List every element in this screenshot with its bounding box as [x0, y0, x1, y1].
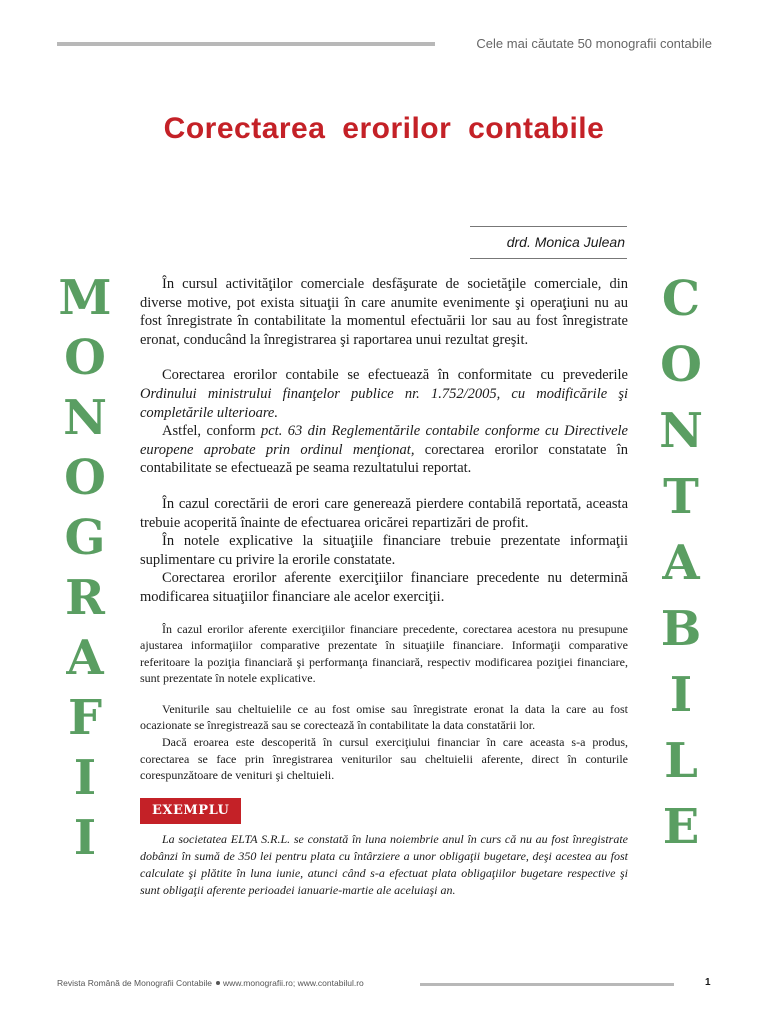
side-letter: L	[664, 733, 698, 789]
side-letter: O	[660, 337, 702, 393]
article-body	[140, 275, 628, 899]
side-letter: O	[64, 450, 106, 506]
regulation-reference: pct. 63 din Reglementările contabile conforme cu Directivele europene aprobate prin ordinul menţionat,	[140, 423, 628, 458]
header-rule	[57, 42, 435, 46]
paragraph-legal-basis	[140, 366, 628, 422]
author-box	[470, 226, 627, 259]
example-badge: EXEMPLU	[140, 798, 241, 825]
author-name: drd. Monica Julean	[506, 234, 625, 250]
paragraph-loss: În cazul corectării de erori care generează pierdere contabilă reportată, aceasta trebuie acoperită înainte de efectuarea oricărei repartizări de profit.	[140, 495, 628, 531]
side-word-contabile	[651, 266, 711, 860]
side-letter: T	[663, 469, 699, 525]
side-letter: N	[659, 403, 703, 459]
side-letter: B	[660, 601, 702, 657]
side-letter: I	[73, 750, 97, 806]
footer-websites: www.monografii.ro; www.contabilul.ro	[222, 978, 364, 988]
side-letter: N	[63, 390, 107, 446]
footer-rule	[420, 983, 674, 986]
paragraph-omitted: Veniturile sau cheltuielile ce au fost omise sau înregistrate eronat la data la care au fost ocazionate se înregistrează sau se corectează în contabilitate la data constatării lor.	[140, 701, 628, 733]
paragraph-regulation	[140, 422, 628, 478]
side-letter: F	[67, 690, 103, 746]
paragraph-text: Corectarea erorilor contabile se efectuează în conformitate cu prevederile	[162, 367, 628, 384]
running-title: Cele mai căutate 50 monografii contabile	[476, 36, 712, 51]
law-reference: Ordinului ministrului finanţelor publice nr. 1.752/2005, cu modificările şi completările ulterioare.	[140, 385, 628, 421]
paragraph-text: corectarea erorilor constatate în contabilitate se efectuează pe seama rezultatului reportat.	[140, 441, 628, 477]
paragraph-text: Astfel, conform	[162, 423, 261, 440]
article-title: Corectarea erorilor contabile	[163, 112, 605, 145]
side-letter: I	[669, 667, 693, 723]
side-letter: A	[66, 630, 104, 686]
side-letter: O	[64, 330, 106, 386]
paragraph-notes: În notele explicative la situaţiile financiare trebuie prezentate informaţii suplimentare cu privire la erorile constatate.	[140, 533, 628, 568]
paragraph-current-year: Dacă eroarea este descoperită în cursul exerciţiului financiar în care aceasta s-a produs, corectarea se face prin înregistrarea veniturilor sau cheltuielii aferente, direct în conturile corespunzătoare de venituri şi cheltuieli.	[140, 735, 628, 783]
side-letter: M	[58, 270, 112, 326]
side-letter: I	[73, 810, 97, 866]
page-number: 1	[705, 977, 711, 988]
example-text: La societatea ELTA S.R.L. se constată în luna noiembrie anul în curs că nu au fost înregistrate dobânzi în sumă de 350 lei pentru plata cu întârziere a unor obligaţii bugetare, deşi acestea au fost calculate şi plătite în luna iunie, atunci când s-a efectuat plata obligaţiilor bugetare respective şi sunt obligaţii aferente perioadei ianuarie-martie ale aceluiaşi an.	[140, 832, 628, 898]
paragraph-intro: În cursul activităţilor comerciale desfăşurate de societăţile comerciale, din diverse motive, pot exista situaţii în care anumite evenimente şi operaţiuni nu au fost înregistrate în contabilitate la momentul efectuării lor sau au fost înregistrate eronat, conducând la înregistrarea şi raportarea unui rezultat greşit.	[140, 276, 628, 348]
paragraph-comparative: În cazul erorilor aferente exerciţiilor financiare precedente, corectarea acestora nu presupune ajustarea informaţiilor comparative prezentate în situaţiile financiare. Informaţii comparative referitoare la poziţia financiară şi performanţa financiară, respectiv modificarea poziţiei financiare, sunt prezentate în notele explicative.	[140, 621, 628, 686]
bullet-icon	[216, 981, 220, 985]
side-letter: C	[661, 271, 701, 327]
side-letter: E	[662, 799, 700, 855]
journal-name: Revista Română de Monografii Contabile	[57, 978, 212, 988]
side-letter: G	[64, 510, 106, 566]
side-letter: A	[662, 535, 700, 591]
side-word-monografii	[55, 268, 115, 868]
footer-credits	[57, 978, 364, 988]
side-letter: R	[65, 570, 105, 626]
paragraph-prior-periods: Corectarea erorilor aferente exerciţiilor financiare precedente nu determină modificarea situaţiilor financiare ale acelor exerciţii.	[140, 570, 628, 605]
